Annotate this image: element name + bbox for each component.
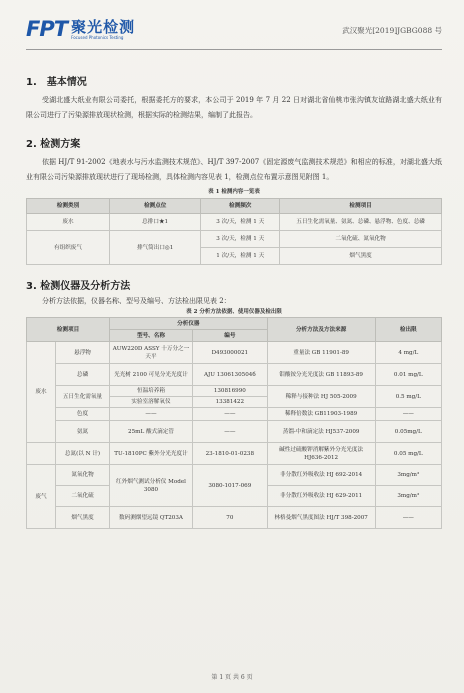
number-cell: —— [192, 408, 267, 421]
category-cell: 废气 [27, 465, 56, 529]
header-cell: 分析仪器 [109, 318, 267, 330]
table-row [27, 421, 442, 443]
limit-cell: 0.01 mg/L [375, 364, 441, 386]
instruments-methods-table [26, 317, 442, 529]
item-cell: 二氧化硫 [56, 486, 110, 507]
section-1-paragraph: 受湖北盛大纸业有限公司委托，根据委托方的要求，本公司于 2019 年 7 月 22 日对湖北省仙桃市张沟镇友谊路湖北盛大纸业有限公司进行了污染源排放现状检测，根据实际的检测结果，编制了此报告。 [26, 96, 442, 119]
category-cell: 废水 [27, 342, 56, 443]
limit-cell: 0.5 mg/L [375, 386, 441, 408]
item-cell: 氮氧化物 [56, 465, 110, 486]
model-cell: 25mL 酸式滴定管 [109, 421, 192, 443]
page-header [26, 0, 442, 50]
frequency-cell: 3 次/天，检测 1 天 [201, 231, 280, 248]
header-cell: 编号 [192, 330, 267, 342]
items-cell: 烟气黑度 [280, 248, 442, 265]
table-row [27, 231, 442, 248]
limit-cell: —— [375, 408, 441, 421]
number-cell: 23-1810-01-0238 [192, 443, 267, 465]
header-cell: 检测点位 [110, 199, 201, 214]
table-header-row [27, 318, 442, 330]
model-cell: —— [109, 408, 192, 421]
company-logo [26, 19, 135, 40]
limit-cell: —— [375, 507, 441, 529]
item-cell: 烟气黑度 [56, 507, 110, 529]
method-cell: 非分散红外吸收法 HJ 629-2011 [267, 486, 375, 507]
method-cell: 林格曼烟气黑度图法 HJ/T 398-2007 [267, 507, 375, 529]
item-cell: 氨氮 [56, 421, 110, 443]
header-cell: 检测频次 [201, 199, 280, 214]
number-cell: 130816990 [192, 386, 267, 397]
logo-english-name: Focused Photonics Testing [71, 35, 124, 40]
model-cell: 红外烟气测试分析仪 Model 3080 [109, 465, 192, 507]
number-cell: D493000021 [192, 342, 267, 364]
section-test-plan [26, 135, 442, 265]
number-cell: 3080-1017-069 [192, 465, 267, 507]
section-2-paragraph: 依据 HJ/T 91-2002《地表水与污水监测技术规范》、HJ/T 397-2007《固定源废气监测技术规范》和相应的标准，对湖北盛大纸业有限公司污染源排放现状进行了现场检测，具体检测内容见表 1，检测点位布置示意图见附图 1。 [26, 158, 442, 181]
category-cell [27, 443, 56, 465]
table-row [27, 408, 442, 421]
category-cell: 有组织废气 [27, 231, 110, 265]
model-cell: 光光树 2100 可见分光光度计 [109, 364, 192, 386]
table-row [27, 465, 442, 486]
section-3-title: 3. 检测仪器及分析方法 [26, 281, 131, 292]
test-content-table [26, 198, 442, 265]
method-cell: 蒸馏-中和滴定法 HJ537-2009 [267, 421, 375, 443]
items-cell: 五日生化需氧量、氨氮、总磷、悬浮物、色度、总磷 [280, 214, 442, 231]
limit-cell: 0.05mg/L [375, 421, 441, 443]
item-cell: 总氮(以 N 计) [56, 443, 110, 465]
number-cell: 13381422 [192, 397, 267, 408]
section-instruments-methods [26, 277, 442, 529]
section-basic-info [26, 73, 442, 123]
table-header-row [27, 199, 442, 214]
model-cell: 恒温培养箱 [109, 386, 192, 397]
method-cell: 非分散红外吸收法 HJ 692-2014 [267, 465, 375, 486]
table-row [27, 364, 442, 386]
model-cell: AUW220D ASSY 十万分之一天平 [109, 342, 192, 364]
item-cell: 五日生化需氧量 [56, 386, 110, 408]
table-row [27, 443, 442, 465]
limit-cell: 3mg/m³ [375, 486, 441, 507]
item-cell: 色度 [56, 408, 110, 421]
category-cell: 废水 [27, 214, 110, 231]
method-cell: 碱性过硫酸钾消解紫外分光光度法 HJ636-2012 [267, 443, 375, 465]
section-1-title: 1. 基本情况 [26, 77, 87, 88]
table-1-caption: 表 1 检测内容一览表 [208, 189, 260, 195]
table-row [27, 386, 442, 397]
model-cell: 数码测烟望远镜 QT203A [109, 507, 192, 529]
number-cell: AJU 1306130504б [192, 364, 267, 386]
header-cell: 检出限 [375, 318, 441, 342]
item-cell: 悬浮物 [56, 342, 110, 364]
model-cell: 实验室溶解氧仪 [109, 397, 192, 408]
header-cell: 分析方法及方法来源 [267, 318, 375, 342]
section-2-title: 2. 检测方案 [26, 139, 81, 150]
limit-cell: 4 mg/L [375, 342, 441, 364]
method-cell: 钼酸铵分光光度法 GB 11893-89 [267, 364, 375, 386]
header-cell: 检测项目 [27, 318, 110, 342]
limit-cell: 0.05 mg/L [375, 443, 441, 465]
page-number: 第 1 页 共 6 页 [211, 674, 253, 681]
header-cell: 检测类别 [27, 199, 110, 214]
method-cell: 稀释与接种法 HJ 505-2009 [267, 386, 375, 408]
limit-cell: 3mg/m³ [375, 465, 441, 486]
point-cell: 排气筒出口◎1 [110, 231, 201, 265]
header-cell: 检测项目 [280, 199, 442, 214]
frequency-cell: 1 次/天，检测 1 天 [201, 248, 280, 265]
table-row [27, 507, 442, 529]
method-cell: 重量法 GB 11901-89 [267, 342, 375, 364]
table-row [27, 342, 442, 364]
number-cell: 70 [192, 507, 267, 529]
logo-chinese-name: 聚光检测 [71, 18, 136, 36]
frequency-cell: 3 次/天，检测 1 天 [201, 214, 280, 231]
table-row [27, 214, 442, 231]
header-cell: 型号、名称 [109, 330, 192, 342]
number-cell: —— [192, 421, 267, 443]
logo-mark: FPT [26, 17, 68, 41]
table-2-caption: 表 2 分析方法依据、使用仪器及检出限 [186, 309, 282, 315]
item-cell: 总磷 [56, 364, 110, 386]
model-cell: TU-1810PC 紫外分光光度计 [109, 443, 192, 465]
items-cell: 二氧化硫、氮氧化物 [280, 231, 442, 248]
report-number: 武汉聚光[2019]JGBG088 号 [342, 26, 442, 35]
point-cell: 总排口★1 [110, 214, 201, 231]
method-cell: 稀释倍数法 GB11903-1989 [267, 408, 375, 421]
section-3-paragraph: 分析方法依据，仪器名称、型号及编号、方法检出限见表 2： [42, 297, 231, 305]
